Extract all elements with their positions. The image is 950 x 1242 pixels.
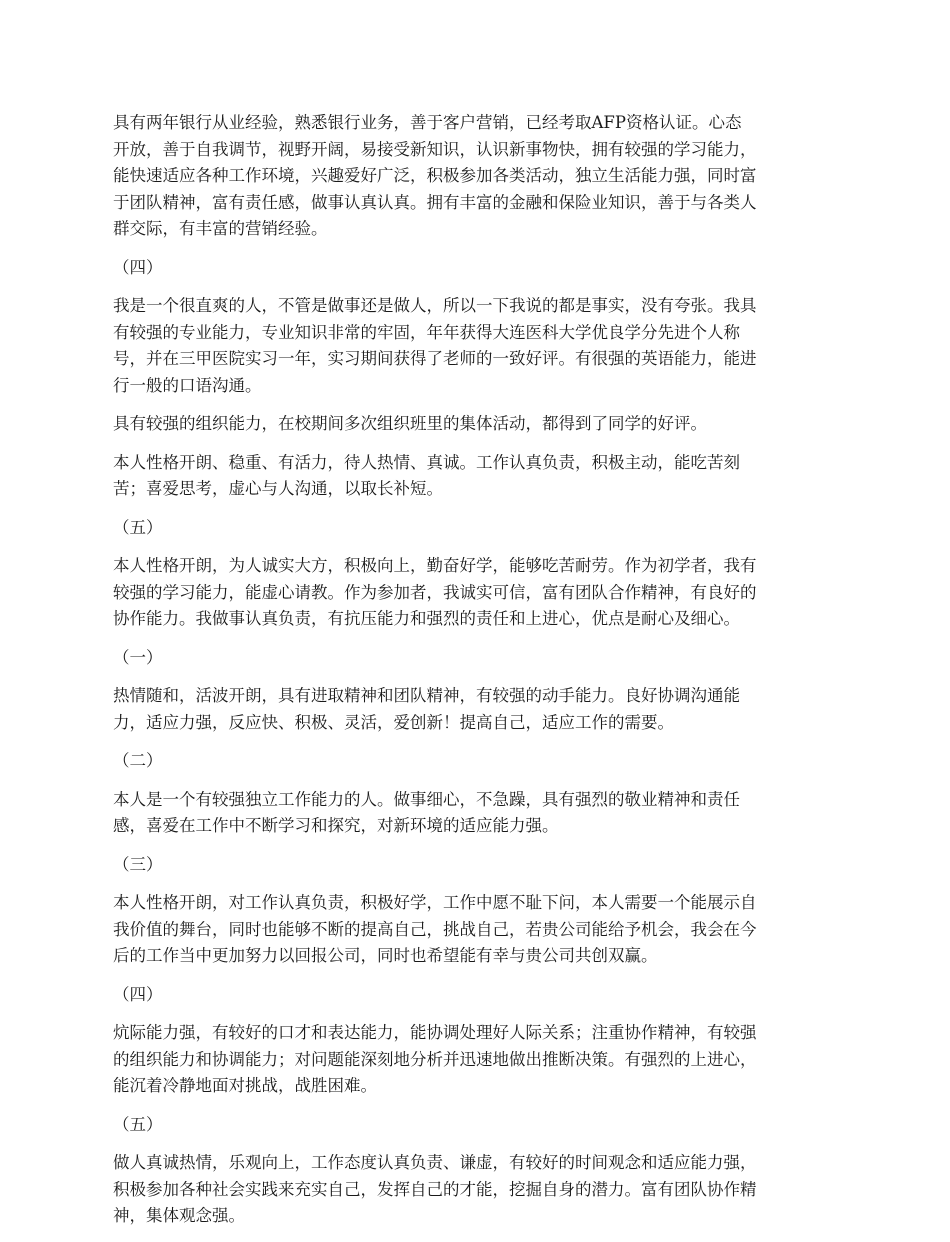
text-line: 我是一个很直爽的人，不管是做事还是做人，所以一下我说的都是事实，没有夸张。我具: [113, 296, 757, 315]
heading-text: （五）: [113, 517, 163, 537]
text-line: 号，并在三甲医院实习一年，实习期间获得了老师的一致好评。有很强的英语能力，能进: [113, 349, 757, 368]
paragraph: [113, 1020, 841, 1100]
text-line: 后的工作当中更加努力以回报公司，同时也希望能有幸与贵公司共创双赢。: [113, 946, 658, 965]
section-heading: [113, 852, 841, 879]
paragraph: [113, 110, 841, 243]
section-heading: [113, 515, 841, 542]
paragraph: [113, 553, 841, 633]
text-line: 力，适应力强，反应快、积极、灵活，爱创新！提高自己，适应工作的需要。: [113, 712, 674, 732]
text-line: 具有两年银行从业经验，熟悉银行业务，善于客户营销，已经考取AFP资格认证。心态: [113, 113, 742, 132]
text-line: 开放，善于自我调节，视野开阔，易接受新知识，认识新事物快，拥有较强的学习能力，: [113, 139, 757, 159]
text-line: 炕际能力强，有较好的口才和表达能力，能协调处理好人际关系；注重协作精神，有较强: [113, 1023, 757, 1042]
paragraph: [113, 293, 841, 399]
heading-text: （二）: [113, 751, 163, 770]
text-line: 本人性格开朗，对工作认真负责，积极好学，工作中愿不耻下问，本人需要一个能展示自: [113, 893, 757, 912]
heading-text: （五）: [113, 1114, 163, 1134]
paragraph: [113, 1150, 841, 1230]
heading-text: （四）: [113, 984, 163, 1004]
text-line: 神，集体观念强。: [113, 1206, 245, 1225]
paragraph: [113, 787, 841, 840]
document-page: [113, 110, 841, 1242]
heading-text: （三）: [113, 854, 163, 874]
text-line: 能快速适应各种工作环境，兴趣爱好广泛，积极参加各类活动，独立生活能力强，同时富: [113, 166, 757, 185]
paragraph: [113, 450, 841, 503]
text-line: 能沉着冷静地面对挑战，战胜困难。: [113, 1076, 377, 1095]
text-line: 热情随和，活波开朗，具有进取精神和团队精神，有较强的动手能力。良好协调沟通能: [113, 686, 740, 705]
text-line: 有较强的专业能力，专业知识非常的牢固，年年获得大连医科大学优良学分先进个人称: [113, 322, 740, 342]
text-line: 协作能力。我做事认真负责，有抗压能力和强烈的责任和上进心，优点是耐心及细心。: [113, 609, 740, 628]
text-line: 感，喜爱在工作中不断学习和探究，对新环境的适应能力强。: [113, 816, 559, 835]
heading-text: （一）: [113, 647, 163, 667]
text-line: 群交际，有丰富的营销经验。: [113, 219, 328, 238]
section-heading: [113, 748, 841, 775]
section-heading: [113, 645, 841, 672]
text-line: 行一般的口语沟通。: [113, 375, 262, 395]
paragraph: [113, 411, 841, 438]
text-line: 本人性格开朗、稳重、有活力，待人热情、真诚。工作认真负责，积极主动，能吃苦刻: [113, 452, 740, 472]
section-heading: [113, 1112, 841, 1139]
text-line: 我价值的舞台，同时也能够不断的提高自己，挑战自己，若贵公司能给予机会，我会在今: [113, 919, 757, 939]
paragraph: [113, 683, 841, 736]
text-line: 较强的学习能力，能虚心请教。作为参加者，我诚实可信，富有团队合作精神，有良好的: [113, 582, 757, 602]
text-line: 本人是一个有较强独立工作能力的人。做事细心，不急躁，具有强烈的敬业精神和责任: [113, 789, 740, 809]
section-heading: [113, 255, 841, 282]
text-line: 的组织能力和协调能力；对问题能深刻地分析并迅速地做出推断决策。有强烈的上进心，: [113, 1049, 757, 1069]
text-line: 苦；喜爱思考，虚心与人沟通，以取长补短。: [113, 479, 443, 498]
text-line: 做人真诚热情，乐观向上，工作态度认真负责、谦虚，有较好的时间观念和适应能力强，: [113, 1153, 757, 1172]
text-line: 积极参加各种社会实践来充实自己，发挥自己的才能，挖掘自身的潜力。富有团队协作精: [113, 1179, 757, 1199]
text-line: 于团队精神，富有责任感，做事认真认真。拥有丰富的金融和保险业知识，善于与各类人: [113, 192, 757, 212]
heading-text: （四）: [113, 257, 163, 277]
text-line: 具有较强的组织能力，在校期间多次组织班里的集体活动，都得到了同学的好评。: [113, 414, 707, 433]
paragraph: [113, 890, 841, 970]
text-line: 本人性格开朗，为人诚实大方，积极向上，勤奋好学，能够吃苦耐劳。作为初学者，我有: [113, 556, 757, 575]
section-heading: [113, 982, 841, 1009]
